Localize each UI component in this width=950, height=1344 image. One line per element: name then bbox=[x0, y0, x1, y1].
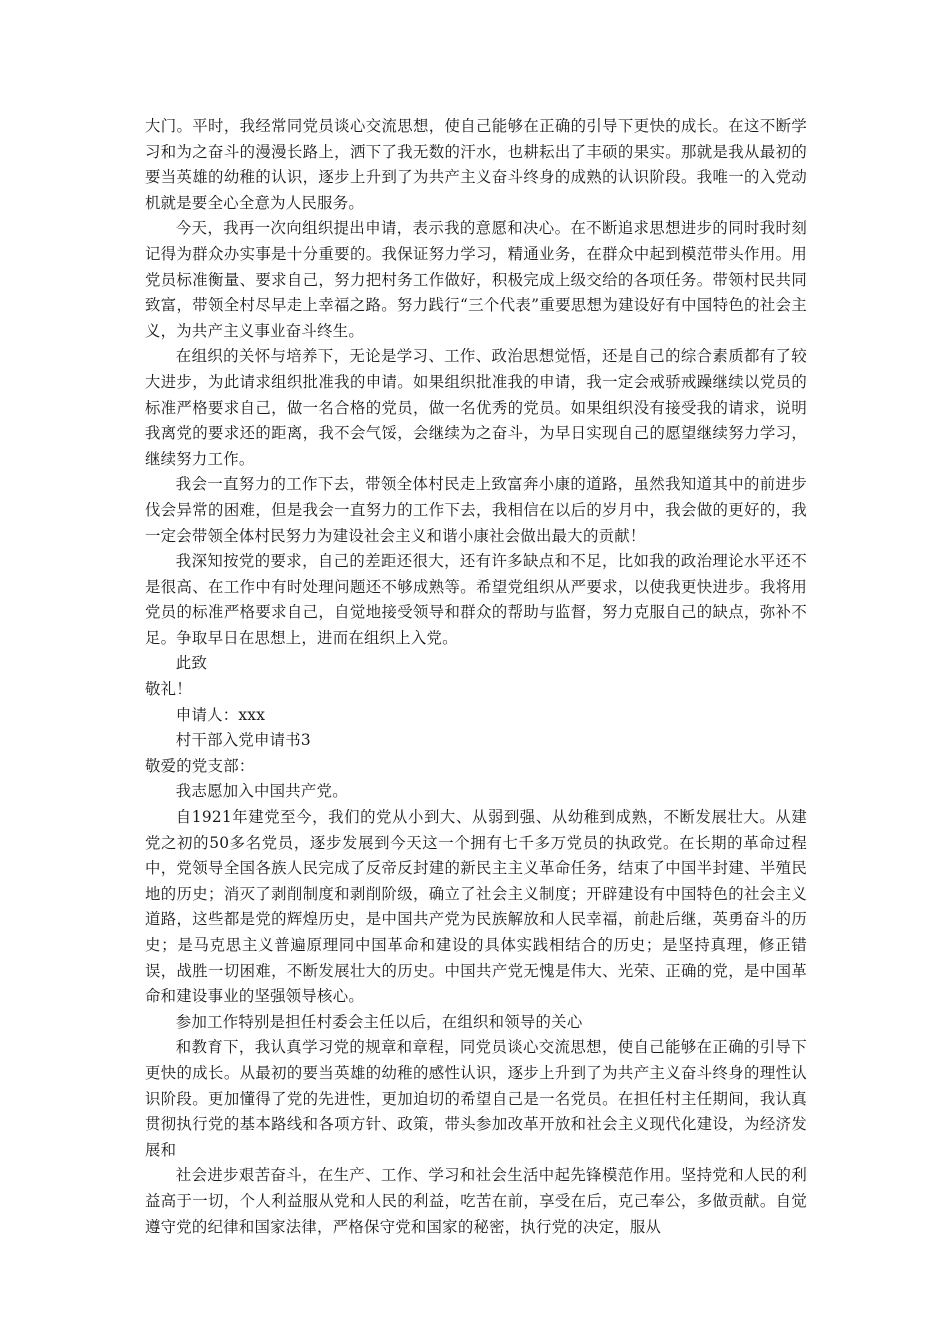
paragraph: 今天，我再一次向组织提出申请，表示我的意愿和决心。在不断追求思想进步的同时我时刻记得为群众办实事是十分重要的。我保证努力学习，精通业务，在群众中起到模范带头作用。用党员标准衡量、要求自己，努力把村务工作做好，积极完成上级交给的各项任务。带领村民共同致富，带领全村尽早走上幸福之路。努力践行“三个代表”重要思想为建设好有中国特色的社会主义，为共产主义事业奋斗终生。 bbox=[145, 219, 807, 340]
closing-salutation: 此致 bbox=[175, 654, 208, 673]
paragraph: 和教育下，我认真学习党的规章和章程，同党员谈心交流思想，使自己能够在正确的引导下更快的成长。从最初的要当英雄的幼稚的感性认识，逐步上升到了为共产主义奋斗终身的理性认识阶段。更加懂得了党的先进性，更加迫切的希望自己是一名党员。在担任村主任期间，我认真贯彻执行党的基本路线和各项方针、政策，带头参加改革开放和社会主义现代化建设，为经济发展和 bbox=[145, 1038, 807, 1159]
greeting: 敬爱的党支部： bbox=[145, 756, 255, 775]
paragraph: 参加工作特别是担任村委会主任以后，在组织和领导的关心 bbox=[175, 1012, 583, 1031]
applicant-signature: 申请人：xxx bbox=[175, 705, 266, 724]
document-page bbox=[145, 114, 807, 1240]
paragraph: 社会进步艰苦奋斗，在生产、工作、学习和社会生活中起先锋模范作用。坚持党和人民的利益高于一切，个人利益服从党和人民的利益，吃苦在前，享受在后，克己奉公，多做贡献。自觉遵守党的纪律和国家法律，严格保守党和国家的秘密，执行党的决定，服从 bbox=[145, 1166, 807, 1236]
closing-regards: 敬礼！ bbox=[145, 680, 192, 699]
paragraph: 自1921年建党至今，我们的党从小到大、从弱到强、从幼稚到成熟，不断发展壮大。从建党之初的50多名党员，逐步发展到今天这一个拥有七千多万党员的执政党。在长期的革命过程中，党领导全国各族人民完成了反帝反封建的新民主主义革命任务，结束了中国半封建、半殖民地的历史；消灭了剥削制度和剥削阶级，确立了社会主义制度；开辟建设有中国特色的社会主义道路，这些都是党的辉煌历史，是中国共产党为民族解放和人民幸福，前赴后继，英勇奋斗的历史；是马克思主义普遍原理同中国革命和建设的具体实践相结合的历史；是坚持真理，修正错误，战胜一切困难，不断发展壮大的历史。中国共产党无愧是伟大、光荣、正确的党，是中国革命和建设事业的坚强领导核心。 bbox=[145, 808, 807, 1006]
paragraph: 我志愿加入中国共产党。 bbox=[175, 782, 348, 801]
section-title: 村干部入党申请书3 bbox=[175, 731, 311, 750]
paragraph: 我会一直努力的工作下去，带领全体村民走上致富奔小康的道路，虽然我知道其中的前进步伐会异常的困难，但是我会一直努力的工作下去，我相信在以后的岁月中，我会做的更好的，我一定会带领全体村民努力为建设社会主义和谐小康社会做出最大的贡献！ bbox=[145, 475, 807, 545]
paragraph: 在组织的关怀与培养下，无论是学习、工作、政治思想觉悟，还是自己的综合素质都有了较大进步，为此请求组织批准我的申请。如果组织批准我的申请，我一定会戒骄戒躁继续以党员的标准严格要求自己，做一名合格的党员，做一名优秀的党员。如果组织没有接受我的请求，说明我离党的要求还的距离，我不会气馁，会继续为之奋斗，为早日实现自己的愿望继续努力学习，继续努力工作。 bbox=[145, 347, 807, 468]
paragraph: 我深知按党的要求，自己的差距还很大，还有许多缺点和不足，比如我的政治理论水平还不是很高、在工作中有时处理问题还不够成熟等。希望党组织从严要求，以使我更快进步。我将用党员的标准严格要求自己，自觉地接受领导和群众的帮助与监督，努力克服自己的缺点，弥补不足。争取早日在思想上，进而在组织上入党。 bbox=[145, 552, 807, 647]
paragraph: 大门。平时，我经常同党员谈心交流思想，使自己能够在正确的引导下更快的成长。在这不断学习和为之奋斗的漫漫长路上，洒下了我无数的汗水，也耕耘出了丰硕的果实。那就是我从最初的要当英雄的幼稚的认识，逐步上升到了为共产主义奋斗终身的成熟的认识阶段。我唯一的入党动机就是要全心全意为人民服务。 bbox=[145, 117, 807, 212]
